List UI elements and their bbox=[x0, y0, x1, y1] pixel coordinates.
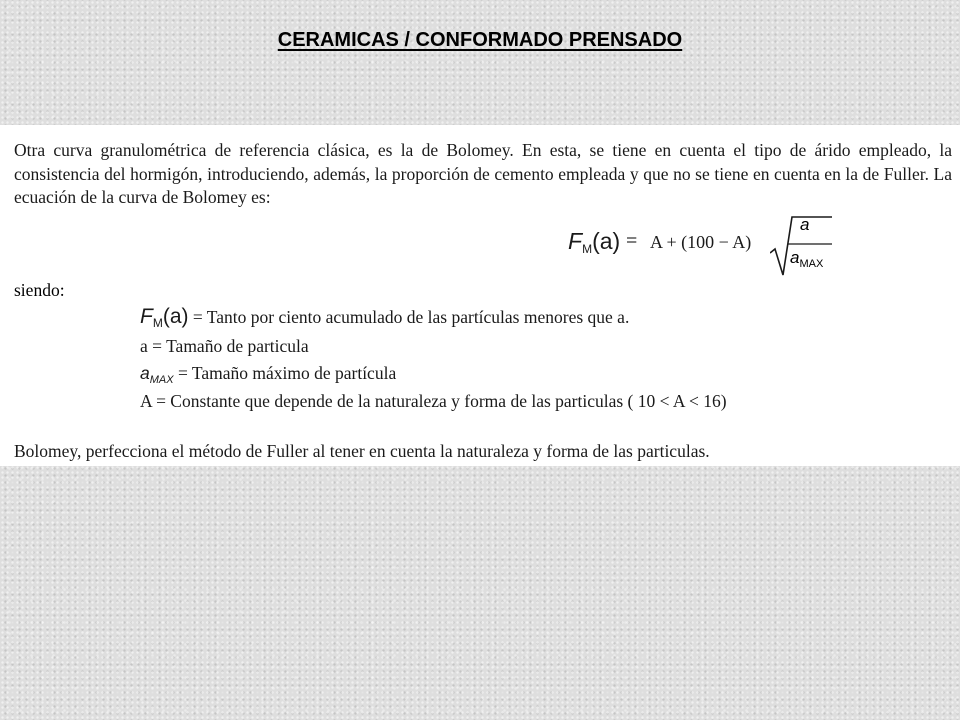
formula-lhs: $F_M(a)$ bbox=[568, 228, 621, 256]
document-image bbox=[0, 125, 960, 466]
formula-equals: = bbox=[626, 230, 638, 252]
bolomey-formula bbox=[568, 215, 848, 277]
siendo-label: siendo: bbox=[14, 280, 65, 300]
intro-paragraph: Otra curva granulométrica de referencia clásica, es la de Bolomey. En esta, se tiene en cuenta el tipo de árido empleado, la consistencia del hormigón, introduciendo, además, la proporción de cemento empleada y que no se tiene en cuenta en la de Fuller. La ecuación de la curva de Bolomey es: bbox=[14, 140, 952, 207]
definition-fm: $F_M(a)$ = Tanto por ciento acumulado de las partículas menores que a. bbox=[140, 305, 630, 330]
definition-A: A = Constante que depende de la naturaleza y forma de las particulas ( 10 < A < 16) bbox=[140, 391, 727, 411]
formula-numerator: a bbox=[800, 215, 810, 234]
definition-amax: $a_{MAX}$ = Tamaño máximo de partícula bbox=[140, 363, 397, 386]
formula-rhs: A + (100 − A) bbox=[650, 232, 752, 252]
formula-denominator: $a_{MAX}$ bbox=[790, 248, 824, 270]
closing-paragraph: Bolomey, perfecciona el método de Fuller al tener en cuenta la naturaleza y forma de las particulas. bbox=[14, 441, 710, 461]
slide-title: CERAMICAS / CONFORMADO PRENSADO bbox=[277, 29, 683, 51]
definition-a: a = Tamaño de particula bbox=[140, 336, 309, 356]
